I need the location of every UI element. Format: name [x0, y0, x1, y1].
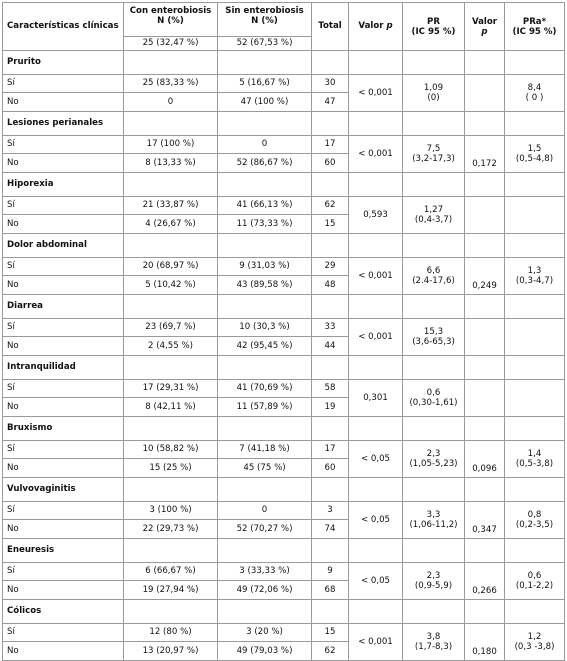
p-value2-cell — [465, 319, 505, 356]
pra-cell — [505, 380, 565, 417]
pr-cell — [403, 319, 465, 356]
without-enterobiosis-cell: 11 (57,89 %) — [218, 398, 312, 417]
table-row — [3, 75, 565, 93]
pr-cell — [403, 197, 465, 234]
category-label: Lesiones perianales — [3, 112, 124, 136]
pr-cell — [403, 624, 465, 661]
category-empty-cell — [312, 539, 349, 563]
total-cell: 58 — [312, 380, 349, 398]
category-empty-cell — [312, 112, 349, 136]
pr-value: 2,3 — [426, 449, 441, 459]
table-row — [3, 136, 565, 154]
p-value2-header — [465, 3, 505, 51]
category-row — [3, 234, 565, 258]
row-label: Sí — [3, 258, 124, 276]
pr-interval: (0,30-1,61) — [409, 398, 458, 408]
p-value2-cell: 0,172 — [465, 136, 505, 173]
total-cell: 3 — [312, 502, 349, 520]
p-value2-cell: 0,096 — [465, 441, 505, 478]
category-empty-cell — [465, 478, 505, 502]
without-enterobiosis-cell: 45 (75 %) — [218, 459, 312, 478]
with-enterobiosis-cell: 21 (33,87 %) — [124, 197, 218, 215]
pr-cell — [403, 502, 465, 539]
category-empty-cell — [403, 600, 465, 624]
category-empty-cell — [465, 112, 505, 136]
with-enterobiosis-cell: 5 (10,42 %) — [124, 276, 218, 295]
pr-interval: (0,4-3,7) — [414, 215, 453, 225]
characteristics-header: Características clínicas — [3, 3, 124, 51]
without-enterobiosis-cell: 42 (95,45 %) — [218, 337, 312, 356]
total-cell: 68 — [312, 581, 349, 600]
category-empty-cell — [465, 417, 505, 441]
category-empty-cell — [124, 51, 218, 75]
row-label: Sí — [3, 624, 124, 642]
table-row — [3, 258, 565, 276]
pra-value: 1,2 — [527, 632, 542, 642]
row-label: No — [3, 520, 124, 539]
with-enterobiosis-cell: 20 (68,97 %) — [124, 258, 218, 276]
category-empty-cell — [312, 600, 349, 624]
without-enterobiosis-cell: 41 (66,13 %) — [218, 197, 312, 215]
p-value2-cell: 0,266 — [465, 563, 505, 600]
category-empty-cell — [403, 478, 465, 502]
category-empty-cell — [505, 356, 565, 380]
row-label: Sí — [3, 197, 124, 215]
category-empty-cell — [218, 478, 312, 502]
total-cell: 19 — [312, 398, 349, 417]
category-empty-cell — [403, 539, 465, 563]
pra-value: 1,3 — [527, 266, 542, 276]
pr-header-line1: PR — [427, 16, 440, 27]
category-empty-cell — [349, 173, 403, 197]
total-cell: 29 — [312, 258, 349, 276]
category-label: Bruxismo — [3, 417, 124, 441]
pr-cell — [403, 441, 465, 478]
with-enterobiosis-cell: 12 (80 %) — [124, 624, 218, 642]
pr-interval: (0) — [427, 93, 440, 103]
p-value2-cell: 0,347 — [465, 502, 505, 539]
category-empty-cell — [349, 234, 403, 258]
pr-value: 7,5 — [426, 144, 441, 154]
with-enterobiosis-cell: 3 (100 %) — [124, 502, 218, 520]
with-enterobiosis-cell: 25 (83,33 %) — [124, 75, 218, 93]
row-label: Sí — [3, 502, 124, 520]
total-header: Total — [312, 3, 349, 51]
p-value-cell: 0,593 — [349, 197, 403, 234]
with-enterobiosis-cell: 15 (25 %) — [124, 459, 218, 478]
pr-header-line2: (IC 95 %) — [411, 26, 456, 37]
without-enterobiosis-cell: 7 (41,18 %) — [218, 441, 312, 459]
row-label: Sí — [3, 319, 124, 337]
category-empty-cell — [218, 600, 312, 624]
category-empty-cell — [218, 295, 312, 319]
pr-value: 0,6 — [426, 388, 441, 398]
pra-cell — [505, 258, 565, 295]
category-empty-cell — [124, 234, 218, 258]
with-enterobiosis-header-line2: N (%) — [157, 16, 184, 26]
total-cell: 17 — [312, 441, 349, 459]
category-label: Intranquilidad — [3, 356, 124, 380]
category-empty-cell — [312, 234, 349, 258]
category-label: Hiporexia — [3, 173, 124, 197]
without-enterobiosis-cell: 3 (20 %) — [218, 624, 312, 642]
category-empty-cell — [403, 356, 465, 380]
without-enterobiosis-header — [218, 3, 312, 37]
p-value2-cell: 0,180 — [465, 624, 505, 661]
category-empty-cell — [124, 295, 218, 319]
category-empty-cell — [505, 295, 565, 319]
pra-value: 8,4 — [527, 83, 542, 93]
table-body — [3, 51, 565, 661]
category-empty-cell — [505, 417, 565, 441]
category-empty-cell — [218, 51, 312, 75]
p-value-cell: < 0,05 — [349, 502, 403, 539]
with-enterobiosis-header-line1: Con enterobiosis — [129, 6, 212, 16]
pr-interval: (0,9-5,9) — [414, 581, 453, 591]
category-row — [3, 356, 565, 380]
category-empty-cell — [124, 417, 218, 441]
p-value2-header-line2: p — [481, 26, 488, 37]
category-empty-cell — [312, 173, 349, 197]
header-row — [3, 3, 565, 37]
without-enterobiosis-cell: 49 (72,06 %) — [218, 581, 312, 600]
total-cell: 33 — [312, 319, 349, 337]
row-label: Sí — [3, 380, 124, 398]
with-enterobiosis-cell: 6 (66,67 %) — [124, 563, 218, 581]
pra-interval: ( 0 ) — [525, 93, 544, 103]
without-enterobiosis-cell: 0 — [218, 136, 312, 154]
pr-value: 3,8 — [426, 632, 441, 642]
pra-interval: (0,2-3,5) — [515, 520, 554, 530]
category-empty-cell — [124, 173, 218, 197]
row-label: No — [3, 154, 124, 173]
category-empty-cell — [124, 356, 218, 380]
clinical-characteristics-table — [2, 2, 565, 661]
category-empty-cell — [218, 234, 312, 258]
p-value-header — [349, 3, 403, 51]
pr-interval: (1,7-8,3) — [414, 642, 453, 652]
p-value-cell: < 0,05 — [349, 441, 403, 478]
row-label: No — [3, 459, 124, 478]
total-cell: 15 — [312, 215, 349, 234]
p-value2-cell — [465, 197, 505, 234]
category-label: Eneuresis — [3, 539, 124, 563]
total-cell: 17 — [312, 136, 349, 154]
pra-header-line2: (IC 95 %) — [512, 26, 557, 37]
clinical-characteristics-table-container — [2, 2, 564, 658]
p-value-cell: < 0,001 — [349, 319, 403, 356]
category-empty-cell — [505, 51, 565, 75]
category-empty-cell — [218, 112, 312, 136]
with-enterobiosis-cell: 13 (20,97 %) — [124, 642, 218, 661]
table-row — [3, 563, 565, 581]
p-value2-cell — [465, 380, 505, 417]
p-value-header-italic: p — [386, 21, 393, 31]
without-enterobiosis-header-line1: Sin enterobiosis — [225, 6, 304, 16]
total-cell: 15 — [312, 624, 349, 642]
pra-cell — [505, 319, 565, 356]
table-row — [3, 380, 565, 398]
p-value2-cell: 0,249 — [465, 258, 505, 295]
pra-cell — [505, 136, 565, 173]
pr-value: 1,09 — [423, 83, 444, 93]
without-enterobiosis-cell: 49 (79,03 %) — [218, 642, 312, 661]
p-value-cell: < 0,001 — [349, 624, 403, 661]
p-value2-header-line1: Valor — [471, 16, 498, 27]
category-empty-cell — [465, 51, 505, 75]
pra-value: 0,8 — [527, 510, 542, 520]
category-empty-cell — [465, 600, 505, 624]
row-label: Sí — [3, 441, 124, 459]
total-cell: 62 — [312, 197, 349, 215]
pra-interval: (0,3-4,7) — [515, 276, 554, 286]
pr-value: 2,3 — [426, 571, 441, 581]
category-empty-cell — [505, 539, 565, 563]
pr-header — [403, 3, 465, 51]
with-enterobiosis-cell: 10 (58,82 %) — [124, 441, 218, 459]
category-empty-cell — [403, 295, 465, 319]
with-enterobiosis-cell: 17 (100 %) — [124, 136, 218, 154]
total-cell: 9 — [312, 563, 349, 581]
pra-value: 0,6 — [527, 571, 542, 581]
category-empty-cell — [349, 51, 403, 75]
without-enterobiosis-cell: 41 (70,69 %) — [218, 380, 312, 398]
pra-cell — [505, 197, 565, 234]
pra-cell — [505, 441, 565, 478]
category-empty-cell — [218, 417, 312, 441]
category-empty-cell — [218, 539, 312, 563]
p-value-cell: < 0,001 — [349, 258, 403, 295]
with-enterobiosis-cell: 22 (29,73 %) — [124, 520, 218, 539]
total-cell: 48 — [312, 276, 349, 295]
pr-interval: (1,05-5,23) — [409, 459, 458, 469]
category-empty-cell — [403, 417, 465, 441]
category-empty-cell — [312, 417, 349, 441]
category-empty-cell — [312, 478, 349, 502]
category-empty-cell — [403, 112, 465, 136]
without-enterobiosis-cell: 3 (33,33 %) — [218, 563, 312, 581]
total-cell: 62 — [312, 642, 349, 661]
pra-value: 1,4 — [527, 449, 542, 459]
without-enterobiosis-cell: 52 (86,67 %) — [218, 154, 312, 173]
category-empty-cell — [349, 539, 403, 563]
category-empty-cell — [218, 356, 312, 380]
table-row — [3, 319, 565, 337]
without-enterobiosis-cell: 5 (16,67 %) — [218, 75, 312, 93]
category-label: Dolor abdominal — [3, 234, 124, 258]
with-enterobiosis-cell: 23 (69,7 %) — [124, 319, 218, 337]
pr-value: 3,3 — [426, 510, 441, 520]
pr-interval: (2.4-17,6) — [412, 276, 455, 286]
category-row — [3, 51, 565, 75]
category-row — [3, 417, 565, 441]
total-cell: 60 — [312, 459, 349, 478]
category-empty-cell — [505, 478, 565, 502]
pr-cell — [403, 563, 465, 600]
category-empty-cell — [505, 600, 565, 624]
pra-cell — [505, 502, 565, 539]
row-label: No — [3, 276, 124, 295]
with-enterobiosis-cell: 17 (29,31 %) — [124, 380, 218, 398]
category-empty-cell — [465, 539, 505, 563]
category-empty-cell — [505, 112, 565, 136]
category-empty-cell — [312, 356, 349, 380]
category-empty-cell — [349, 356, 403, 380]
pr-interval: (1,06-11,2) — [409, 520, 458, 530]
pra-value: 1,5 — [527, 144, 542, 154]
row-label: No — [3, 642, 124, 661]
category-row — [3, 112, 565, 136]
p-value-cell: 0,301 — [349, 380, 403, 417]
total-cell: 30 — [312, 75, 349, 93]
category-empty-cell — [349, 600, 403, 624]
table-row — [3, 502, 565, 520]
category-row — [3, 478, 565, 502]
category-empty-cell — [349, 295, 403, 319]
with-enterobiosis-cell: 4 (26,67 %) — [124, 215, 218, 234]
category-empty-cell — [124, 112, 218, 136]
category-empty-cell — [124, 539, 218, 563]
row-label: Sí — [3, 563, 124, 581]
pra-header-line1: PRa* — [522, 16, 547, 27]
category-empty-cell — [465, 234, 505, 258]
pr-value: 15,3 — [423, 327, 444, 337]
category-row — [3, 539, 565, 563]
category-empty-cell — [349, 478, 403, 502]
table-row — [3, 197, 565, 215]
pra-cell — [505, 624, 565, 661]
category-empty-cell — [312, 51, 349, 75]
row-label: No — [3, 398, 124, 417]
category-empty-cell — [403, 234, 465, 258]
category-empty-cell — [465, 295, 505, 319]
pra-interval: (0,5-4,8) — [515, 154, 554, 164]
category-label: Cólicos — [3, 600, 124, 624]
with-enterobiosis-cell: 0 — [124, 93, 218, 112]
category-empty-cell — [349, 417, 403, 441]
category-empty-cell — [124, 600, 218, 624]
row-label: No — [3, 581, 124, 600]
pr-value: 1,27 — [423, 205, 444, 215]
without-enterobiosis-cell: 43 (89,58 %) — [218, 276, 312, 295]
without-enterobiosis-cell: 47 (100 %) — [218, 93, 312, 112]
p-value-cell: < 0,001 — [349, 75, 403, 112]
pr-value: 6,6 — [426, 266, 441, 276]
total-cell: 44 — [312, 337, 349, 356]
without-enterobiosis-total: 52 (67,53 %) — [218, 37, 312, 51]
with-enterobiosis-cell: 19 (27,94 %) — [124, 581, 218, 600]
category-empty-cell — [349, 112, 403, 136]
without-enterobiosis-cell: 11 (73,33 %) — [218, 215, 312, 234]
category-empty-cell — [403, 51, 465, 75]
total-cell: 74 — [312, 520, 349, 539]
category-empty-cell — [124, 478, 218, 502]
without-enterobiosis-cell: 10 (30,3 %) — [218, 319, 312, 337]
pra-cell — [505, 563, 565, 600]
category-empty-cell — [312, 295, 349, 319]
category-empty-cell — [465, 173, 505, 197]
with-enterobiosis-cell: 8 (13,33 %) — [124, 154, 218, 173]
pr-cell — [403, 136, 465, 173]
row-label: Sí — [3, 136, 124, 154]
pra-cell — [505, 75, 565, 112]
category-label: Vulvovaginitis — [3, 478, 124, 502]
total-cell: 47 — [312, 93, 349, 112]
with-enterobiosis-cell: 8 (42,11 %) — [124, 398, 218, 417]
p-value-cell: < 0,001 — [349, 136, 403, 173]
category-empty-cell — [505, 234, 565, 258]
pra-interval: (0,1-2,2) — [515, 581, 554, 591]
row-label: Sí — [3, 75, 124, 93]
category-row — [3, 295, 565, 319]
category-empty-cell — [465, 356, 505, 380]
category-label: Diarrea — [3, 295, 124, 319]
pra-interval: (0,3 -3,8) — [514, 642, 555, 652]
category-empty-cell — [218, 173, 312, 197]
category-empty-cell — [403, 173, 465, 197]
category-label: Prurito — [3, 51, 124, 75]
with-enterobiosis-total: 25 (32,47 %) — [124, 37, 218, 51]
row-label: No — [3, 215, 124, 234]
pra-interval: (0,5-3,8) — [515, 459, 554, 469]
category-row — [3, 173, 565, 197]
row-label: No — [3, 337, 124, 356]
pr-interval: (3,6-65,3) — [412, 337, 455, 347]
row-label: No — [3, 93, 124, 112]
with-enterobiosis-cell: 2 (4,55 %) — [124, 337, 218, 356]
p-value2-cell — [465, 75, 505, 112]
table-row — [3, 441, 565, 459]
pr-cell — [403, 380, 465, 417]
total-cell: 60 — [312, 154, 349, 173]
pr-cell — [403, 258, 465, 295]
table-row — [3, 624, 565, 642]
p-value-cell: < 0,05 — [349, 563, 403, 600]
with-enterobiosis-header — [124, 3, 218, 37]
category-row — [3, 600, 565, 624]
pr-cell — [403, 75, 465, 112]
without-enterobiosis-cell: 0 — [218, 502, 312, 520]
pr-interval: (3,2-17,3) — [412, 154, 455, 164]
without-enterobiosis-header-line2: N (%) — [251, 16, 278, 26]
category-empty-cell — [505, 173, 565, 197]
without-enterobiosis-cell: 52 (70,27 %) — [218, 520, 312, 539]
without-enterobiosis-cell: 9 (31,03 %) — [218, 258, 312, 276]
pra-header — [505, 3, 565, 51]
p-value-header-label: Valor — [358, 21, 387, 31]
